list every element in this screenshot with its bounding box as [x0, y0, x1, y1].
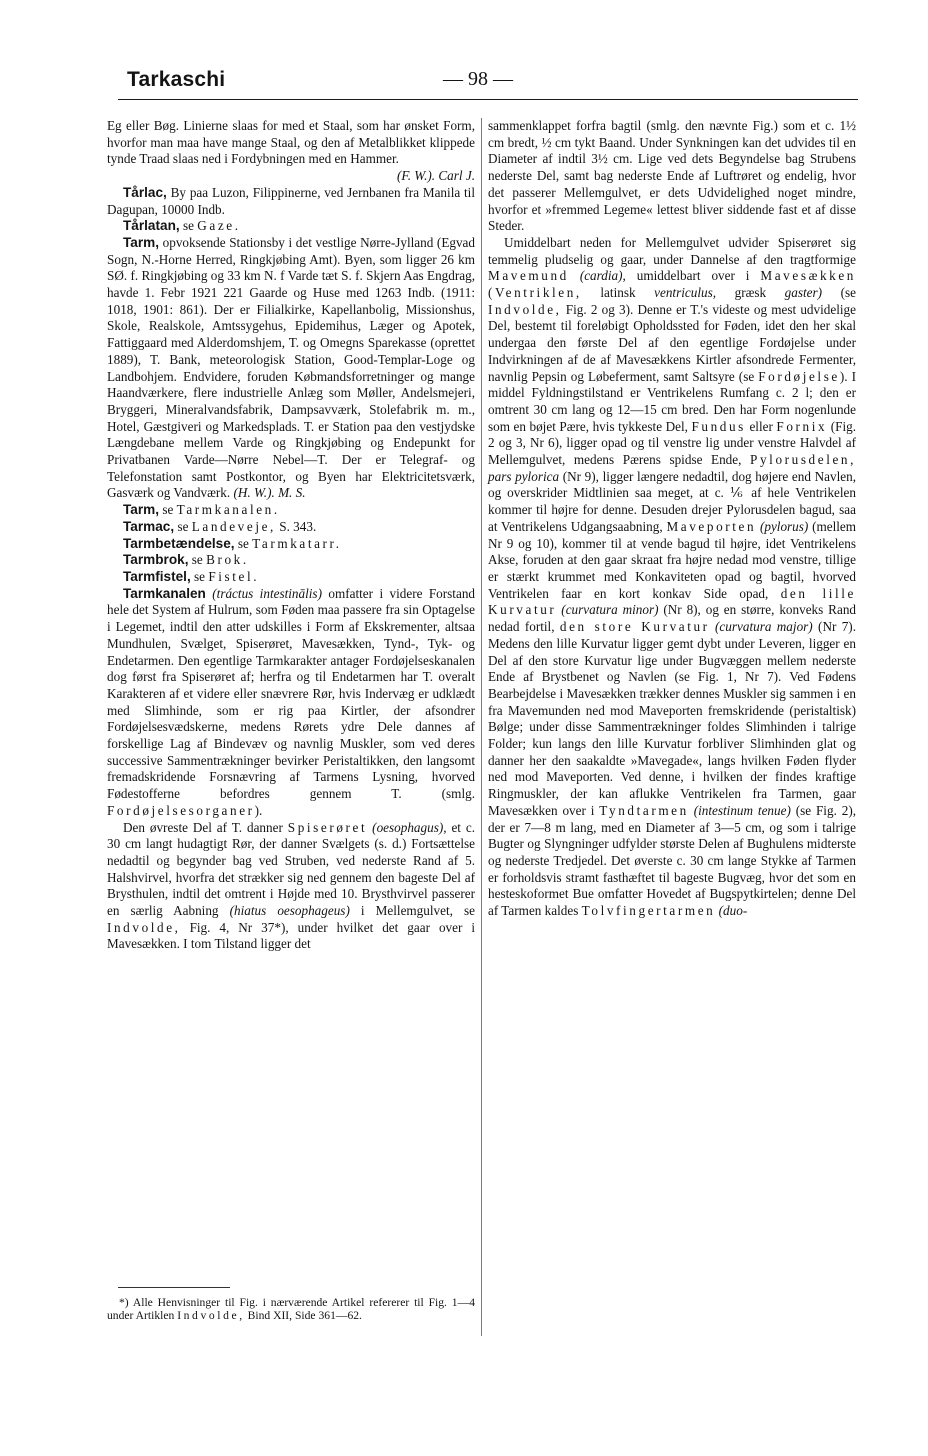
- footnote: *) Alle Henvisninger til Fig. i nærværende Artikel refererer til Fig. 1—4 under Artiklen Indvolde, Bind XII, Side 361—62.: [107, 1296, 475, 1323]
- cross-reference: Fistel.: [208, 568, 260, 584]
- headword: Tarmbrok,: [123, 552, 189, 568]
- paragraph-continued: sammenklappet forfra bagtil (smlg. den nævnte Fig.) som et c. 1½ cm bredt, ½ cm tykt Baand. Under Synkningen kan det udvides til en Diameter af indtil 3½ cm. Lige ved dets Begyndelse bag Strubens nederste Del, samt bag nederste Ende af Luftrøret og endelig, hvor det passerer Mellemgulvet, er dets Udvidelighed noget mindre, hvorfor et »fremmed Legeme« lettest bliver siddende fast et af disse Steder.: [488, 118, 856, 234]
- paragraph-mavesaekken: Umiddelbart neden for Mellemgulvet udvider Spiserøret sig temmelig pludselig og gaar, under Dannelse af den tragtformige Mavemund (cardia), umiddelbart over i Mavesækken (Ventriklen, latinsk ventriculus, græsk gaster) (se Indvolde, Fig. 2 og 3). Denne er T.'s videste og mest udvidelige Del, bestemt til foreløbigt Opholdssted for Føden, idet den her skal undergaa den første Del af den egentlige Fordøjelse under Indvirkningen af de af Mavesækkens Kirtler afsondrede Fermenter, navnlig Pepsin og Løbeferment, samt Saltsyre (se Fordøjelse). I middel Fyldningstilstand er Ventrikelens Rumfang c. 2 l; den er omtrent 30 cm lang og 12—15 cm bred. Den har Form nogenlunde som en bøjet Pære, hvis tykkeste Del, Fundus eller Fornix (Fig. 2 og 3, Nr 6), ligger opad og til venstre lig under venstre Halvdel af Mellemgulvet, medens Pærens spidse Ende, Pylorusdelen, pars pylorica (Nr 9), ligger længere nedadtil, dog højere end Navlen, og overskrider Midtlinien saa meget, at c. ⅙ af hele Ventrikelen kommer til højre for denne. Desuden drejer Pylorusdelen bagud, saa at Ventrikelens Udgangsaabning, Maveporten (pylorus) (mellem Nr 9 og 10), kommer til at vende bagud til højre, idet Ventrikelens Akse, foruden at den gaar skraat fra højre nedad mod venstre, tillige er stærkt krummet med Konkaviteten opad og bagtil, hvorved Ventrikelen faar en kort konkav Side opad, den lille Kurvatur (curvatura minor) (Nr 8), og en større, konveks Rand nedad fortil, den store Kurvatur (curvatura major) (Nr 7). Medens den lille Kurvatur ligger gemt dybt under Leveren, ligger en Del af den store Kurvatur lige under Bugvæggen mellem nederste Ende af Brystbenet og Navlen (se Fig. 1, Nr 7). Ved Fødens Bearbejdelse i Mavesækken trækker dennes Muskler sig sammen i en fra Mavemunden ned mod Maveporten fremskridende (peristaltisk) Bølge; under disse Sammentrækninger foldes Slimhinden i talrige Folder; kun langs den lille Kurvatur forbliver Slimhinden glat og danner her den saakaldte »Mavegade«, langs hvilken Føden flyder ned mod Maveporten. Ved denne, i hvilken der findes kraftige Ringmuskler, der kan aflukke Ventrikelen fra Tarmen, gaar Mavesækken over i Tyndtarmen (intestinum tenue) (se Fig. 2), der er 7—8 m lang, med en Diameter af 3—5 cm, og som i talrige Bugter og Slyngninger udfylder største Delen af Bughulens midterste og nederste Tredjedel. Det øverste c. 30 cm lange Stykke af Tarmen er forholdsvis stramt fasthæftet til bageste Bugvæg, hvor det som en hesteskoformet Bue omfatter Hovedet af Bugspytkirtelen; denne Del af Tarmen kaldes Tolvfingertarmen (duo-: [488, 234, 857, 919]
- cross-reference: Indvolde,: [488, 301, 562, 317]
- latin-term: (duo-: [718, 903, 748, 919]
- left-column: [107, 118, 475, 953]
- latin-term: (hiatus oesophageus): [229, 903, 350, 919]
- latin-term: (curvatura major): [715, 619, 813, 635]
- entry-tarmkanalen: Tarmkanalen (tráctus intestinālis) omfatter i videre Forstand hele det System af Hulrum, som Føden maa passere fra sin Optagelse i Legemet, indtil den atter udskilles i Form af Ekskrementer, altsaa Mundhulen, Svælget, Spiserøret, Mavesækken, Tynd-, Tyk- og Endetarmen. Den egentlige Tarmkarakter antager Fordøjelseskanalen dog først fra Spiserøret af; herfra og til Endetarmen har T. overalt Karakteren af et videre eller snævrere Rør, hvis Indervæg er udklædt med Slimhinde, som er rig paa Kirtler, der afsondrer Fordøjelsesvædskerne, medens Rørets ydre Dele dannes af forskellige Lag af Bindevæv og navnlig Muskler, som ved deres successive Sammentrækninger bevirker Peristaltikken, den langsomt fremadskridende Forsnævring af Tarmens Lysning, hvorved Fødestofferne befordres gennem T. (smlg. Fordøjelsesorganer).: [107, 585, 476, 818]
- headword: Tarm,: [123, 234, 160, 250]
- cross-reference: Tarmkanalen.: [176, 502, 280, 518]
- headword: Tarm,: [123, 502, 160, 518]
- latin-term: (cardia),: [579, 268, 626, 284]
- headword: Tarmbetændelse,: [123, 535, 235, 551]
- entry-tarlatan: Tårlatan, se Gaze.: [123, 218, 241, 234]
- cross-reference: Mavemund: [488, 268, 569, 284]
- right-column: [488, 118, 856, 920]
- cross-reference: Tarmkatarr.: [252, 535, 342, 551]
- latin-term: (tráctus intestinālis): [212, 585, 322, 601]
- header-rule: [118, 99, 858, 100]
- cross-reference: Maveporten: [666, 518, 757, 534]
- cross-reference: Fornix: [776, 418, 828, 434]
- footnote-rule: [118, 1287, 230, 1288]
- page-number: — 98 —: [443, 68, 513, 90]
- cross-reference: Tolvfingertarmen: [581, 903, 716, 919]
- cross-reference: den store Kurvatur: [559, 619, 710, 635]
- entry-tarmbetaendelse: Tarmbetændelse, se Tarmkatarr.: [123, 535, 342, 551]
- latin-term: pars pylorica: [488, 468, 560, 484]
- latin-term: (oesophagus),: [372, 819, 447, 835]
- author-signature: (F. W.). Carl J.: [396, 168, 475, 184]
- cross-reference: Indvolde,: [177, 1309, 245, 1323]
- latin-term: gaster): [784, 285, 823, 301]
- entry-tarlac: Tårlac, By paa Luzon, Filippinerne, ved Jernbanen fra Manila til Dagupan, 10000 Indb.: [107, 184, 476, 217]
- cross-reference: Indvolde,: [107, 919, 181, 935]
- cross-reference: Brok.: [206, 552, 249, 568]
- latin-term: (intestinum tenue): [693, 802, 791, 818]
- entry-tarm-ref: Tarm, se Tarmkanalen.: [123, 502, 280, 518]
- headword: Tarmfistel,: [123, 568, 191, 584]
- entry-tarmfistel: Tarmfistel, se Fistel.: [123, 568, 260, 584]
- column-divider: [481, 118, 482, 1336]
- entry-tarm: Tarm, opvoksende Stationsby i det vestlige Nørre-Jylland (Egvad Sogn, N.-Horne Herred, Ringkjøbing Amt). Byen, som ligger 26 km SØ. f. Ringkjøbing og 33 km N. f Varde tæt S. f. Skjern Aas Engdrag, havde 1. Febr 1921 221 Gaarde og Huse med 1263 Indb. (1911: 1018, 1901: 861). Der er Filialkirke, Kapellanbolig, Missionshus, Skole, Realskole, Amtssygehus, Epidemihus, Læger og Apotek, Fattiggaard med Alderdomshjem, T. og Omegns Sparekasse (oprettet 1889), T. Bank, meteorologisk Station, Good-Templar-Loge og Landbohjem. Endvidere, foruden Købmandsforretninger og mange Haandværkere, flere industrielle Anlæg som Møller, Andelsmejeri, Bryggeri, Mineralvandsfabrik, Dampsavværk, Stolefabrik m. m., Hotel, Gæstgiveri og Markedsplads. T. er Station paa den vestjydske Længdebane mellem Varde og Ringkjøbing og Endepunkt for Privatbanen Varde—Nørre Nebel—T. Der er Telegraf- og Telefonstation samt Postkontor, og Byen har Elektricitetsværk, Gasværk og Vandværk. (H. W.). M. S.: [107, 234, 476, 501]
- cross-reference: Pylorusdelen,: [750, 452, 857, 468]
- cross-reference: Fordøjelse: [758, 368, 840, 384]
- latin-term: ventriculus,: [654, 285, 717, 301]
- headword: Tarmac,: [123, 518, 175, 534]
- entry-tarmbrok: Tarmbrok, se Brok.: [123, 552, 249, 568]
- paragraph-spiseroeret: Den øvreste Del af T. danner Spiserøret (oesophagus), et c. 30 cm langt hudagtigt Rør, der danner Svælgets (s. d.) Fortsættelse nedadtil og begynder bag ved Struben, ved nederste Rand af 5. Halshvirvel, hvorfra det strækker sig ned gennem den bageste Del af Brysthulen, indtil det omtrent i Højde med 10. Brysthvirvel passerer en særlig Aabning (hiatus oesophageus) i Mellemgulvet, se Indvolde, Fig. 4, Nr 37*), under hvilket det gaar over i Mavesækken. I tom Tilstand ligger det: [107, 819, 476, 952]
- cross-reference: Fundus: [691, 418, 746, 434]
- latin-term: (pylorus): [759, 518, 809, 534]
- paragraph-continued: Eg eller Bøg. Linierne slaas for med et Staal, som har ønsket Form, hvorfor man maa have mange Staal, og den af Metalblikket klippede tynde Traad slaas ned i Fordybningen med en Hammer. (F. W.). Carl J.: [107, 118, 475, 184]
- latin-term: (curvatura minor): [561, 602, 659, 618]
- cross-reference: Gaze.: [197, 218, 241, 234]
- cross-reference: Mavesækken: [760, 268, 856, 284]
- running-head-title: Tarkaschi: [127, 68, 226, 91]
- cross-reference: (Ventriklen,: [488, 285, 582, 301]
- headword: Tarmkanalen: [123, 585, 206, 601]
- cross-reference: den lille Kurvatur: [488, 585, 856, 618]
- cross-reference: Tyndtarmen: [599, 802, 689, 818]
- cross-reference: Landeveje,: [191, 518, 276, 534]
- entry-tarmac: Tarmac, se Landeveje, S. 343.: [123, 518, 317, 534]
- headword: Tårlac,: [123, 184, 167, 200]
- cross-reference: Spiserøret: [287, 819, 368, 835]
- cross-reference: Fordøjelsesorganer: [107, 802, 255, 818]
- headword: Tårlatan,: [123, 218, 180, 234]
- author-signature: (H. W.). M. S.: [233, 485, 306, 501]
